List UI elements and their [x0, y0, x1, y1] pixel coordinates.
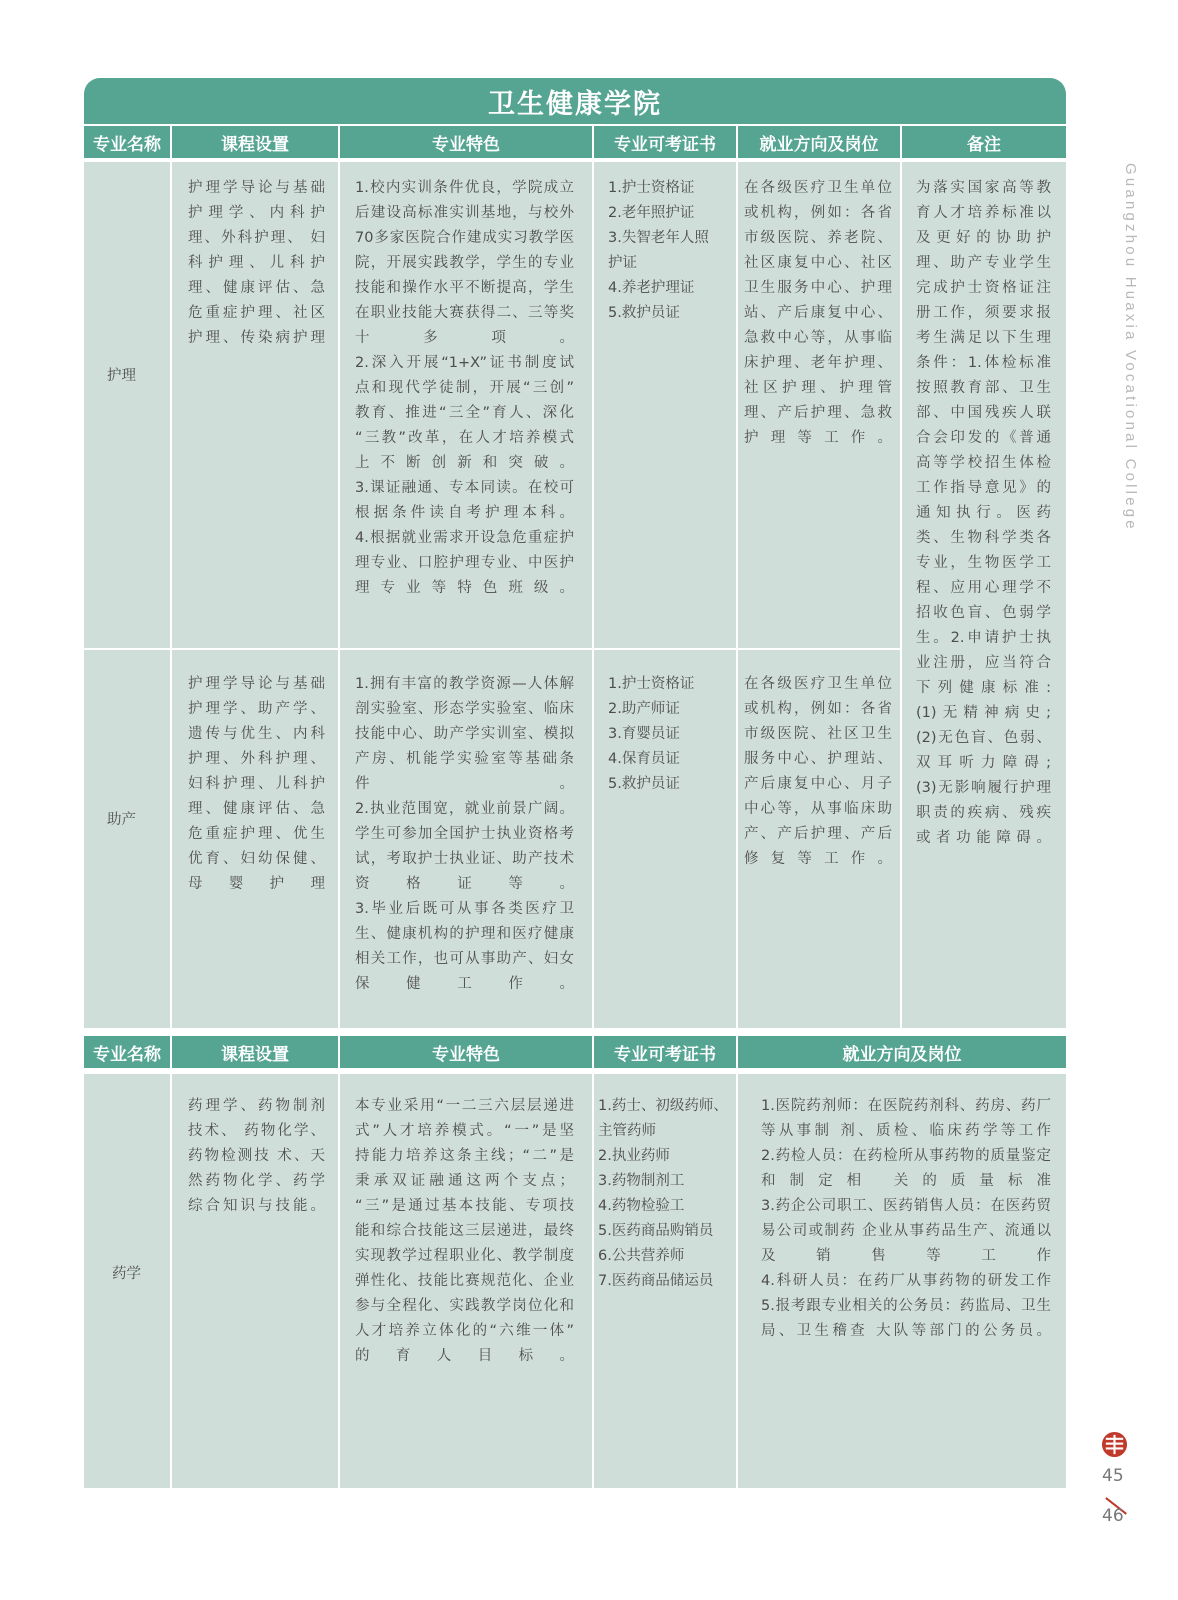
pharmacy-course-text: 药理学、药物制剂 技术、 药物化学、 药物检测技 术、天 然药物化学、药学 综合知识与技能。 [188, 1098, 325, 1214]
header-job: 就业方向及岗位 [738, 126, 900, 158]
midwifery-job-text: 在各级医疗卫生单位 或机构，例如：各省 市级医院、社区卫生 服务中心、护理站、 产后康复中心、月子 中心等，从事临床助 产、产后护理、产后 修复等工作。 [744, 676, 892, 867]
side-college-name: Guangzhou Huaxia Vocational College [1122, 163, 1139, 532]
pharmacy-feature-text: 本专业采用“一二三六层层递进 式”人才培养模式。“一”是坚 持能力培养这条主线；“二”是 秉承双证融通这两个支点； “三”是通过基本技能、专项技 能和综合技能这三层递进，最终 实现教学过程职业化、教学制度 弹性化、技能比赛规范化、企业 参与全程化、实践教学岗位化和 人才培养立体化的“六维一体” 的育人目标。 [355, 1098, 574, 1364]
header-major-name: 专业名称 [84, 126, 170, 158]
nursing-feature-text: 1.校内实训条件优良，学院成立 后建设高标准实训基地，与校外 70多家医院合作建成实习教学医 院，开展实践教学，学生的专业 技能和操作水平不断提高，学生 在职业技能大赛获得二、三等奖 十多项。 2.深入开展“1+X”证书制度试 点和现代学徒制，开展“三创” 教育、推进“三全”育人、深化 “三教”改革，在人才培养模式 上不断创新和突破。 3.课证融通、专本同读。在校可 根据条件读自考护理本科。 4.根据就业需求开设急危重症护 理专业、口腔护理专业、中医护 理专业等特色班级。 [355, 180, 574, 596]
page-number-total: 46 [1102, 1506, 1124, 1526]
pharmacy-cert-text: 1.药士、初级药师、 主管药师 2.执业药师 3.药物制剂工 4.药物检验工 5.医药商品购销员 6.公共营养师 7.医药商品储运员 [598, 1098, 728, 1289]
college-logo-icon [1101, 1431, 1128, 1458]
header2-cert: 专业可考证书 [594, 1036, 736, 1068]
page-number-current: 45 [1102, 1466, 1124, 1486]
midwifery-course-text: 护理学导论与基础 护理学、助产学、 遗传与优生、内科 护理、外科护理、 妇科护理、儿科护 理、健康评估、急 危重症护理、优生 优育、妇幼保健、 母婴护理 [188, 676, 325, 892]
nursing-major-name: 护理 [107, 368, 136, 384]
pharmacy-job-text: 1.医院药剂师：在医院药剂科、药房、药厂 等从事制 剂、质检、临床药学等工作 2.药检人员：在药检所从事药物的质量鉴定 和制定相 关的质量标准 3.药企公司职工、医药销售人员：在医药贸 易公司或制药 企业从事药品生产、流通以 及销售等工作 4.科研人员：在药厂从事药物的研发工作 5.报考跟专业相关的公务员：药监局、卫生 局、卫生稽查 大队等部门的公务员。 [761, 1098, 1051, 1339]
header-feature: 专业特色 [340, 126, 592, 158]
college-title: 卫生健康学院 [84, 78, 1066, 124]
note-text: 为落实国家高等教 育人才培养标准以 及更好的协助护 理、助产专业学生 完成护士资格证注 册工作，须要求报 考生满足以下生理 条件：1.体检标准 按照教育部、卫生 部、中国残疾人联 合会印发的《普通 高等学校招生体检 工作指导意见》的 通知执行。医药 类、生物科学类各 专业，生物医学工 程、应用心理学不 招收色盲、色弱学 生。2.申请护士执 业注册，应当符合 下列健康标准: (1)无精神病史; (2)无色盲、色弱、 双耳听力障碍; (3)无影响履行护理 职责的疾病、残疾 或者功能障碍。 [916, 180, 1051, 846]
nursing-job-text: 在各级医疗卫生单位 或机构，例如：各省 市级医院、养老院、 社区康复中心、社区 卫生服务中心、护理 站、产后康复中心、 急救中心等，从事临 床护理、老年护理、 社区护理、护理管 理、产后护理、急救 护理等工作。 [744, 180, 892, 446]
header2-feature: 专业特色 [340, 1036, 592, 1068]
midwifery-major-name: 助产 [107, 812, 136, 828]
header-course: 课程设置 [172, 126, 338, 158]
header-cert: 专业可考证书 [594, 126, 736, 158]
header2-major-name: 专业名称 [84, 1036, 170, 1068]
header-note: 备注 [902, 126, 1066, 158]
nursing-name-cell [84, 162, 170, 648]
nursing-course-text: 护理学导论与基础 护理学、内科护 理、外科护理、 妇 科护理、儿科护 理、健康评估、急 危重症护理、社区 护理、传染病护理 [188, 180, 325, 346]
midwifery-feature-text: 1.拥有丰富的教学资源—人体解 剖实验室、形态学实验室、临床 技能中心、助产学实训室、模拟 产房、机能学实验室等基础条 件。 2.执业范围宽，就业前景广阔。 学生可参加全国护士执业资格考 试，考取护士执业证、助产技术 资格证等。 3.毕业后既可从事各类医疗卫 生、健康机构的护理和医疗健康 相关工作，也可从事助产、妇女 保健工作。 [355, 676, 574, 992]
header2-course: 课程设置 [172, 1036, 338, 1068]
midwifery-name-cell [84, 650, 170, 1028]
nursing-cert-text: 1.护士资格证 2.老年照护证 3.失智老年人照 护证 4.养老护理证 5.救护员证 [608, 180, 709, 321]
midwifery-cert-text: 1.护士资格证 2.助产师证 3.育婴员证 4.保育员证 5.救护员证 [608, 676, 695, 792]
pharmacy-major-name: 药学 [112, 1266, 141, 1282]
header2-job: 就业方向及岗位 [738, 1036, 1066, 1068]
